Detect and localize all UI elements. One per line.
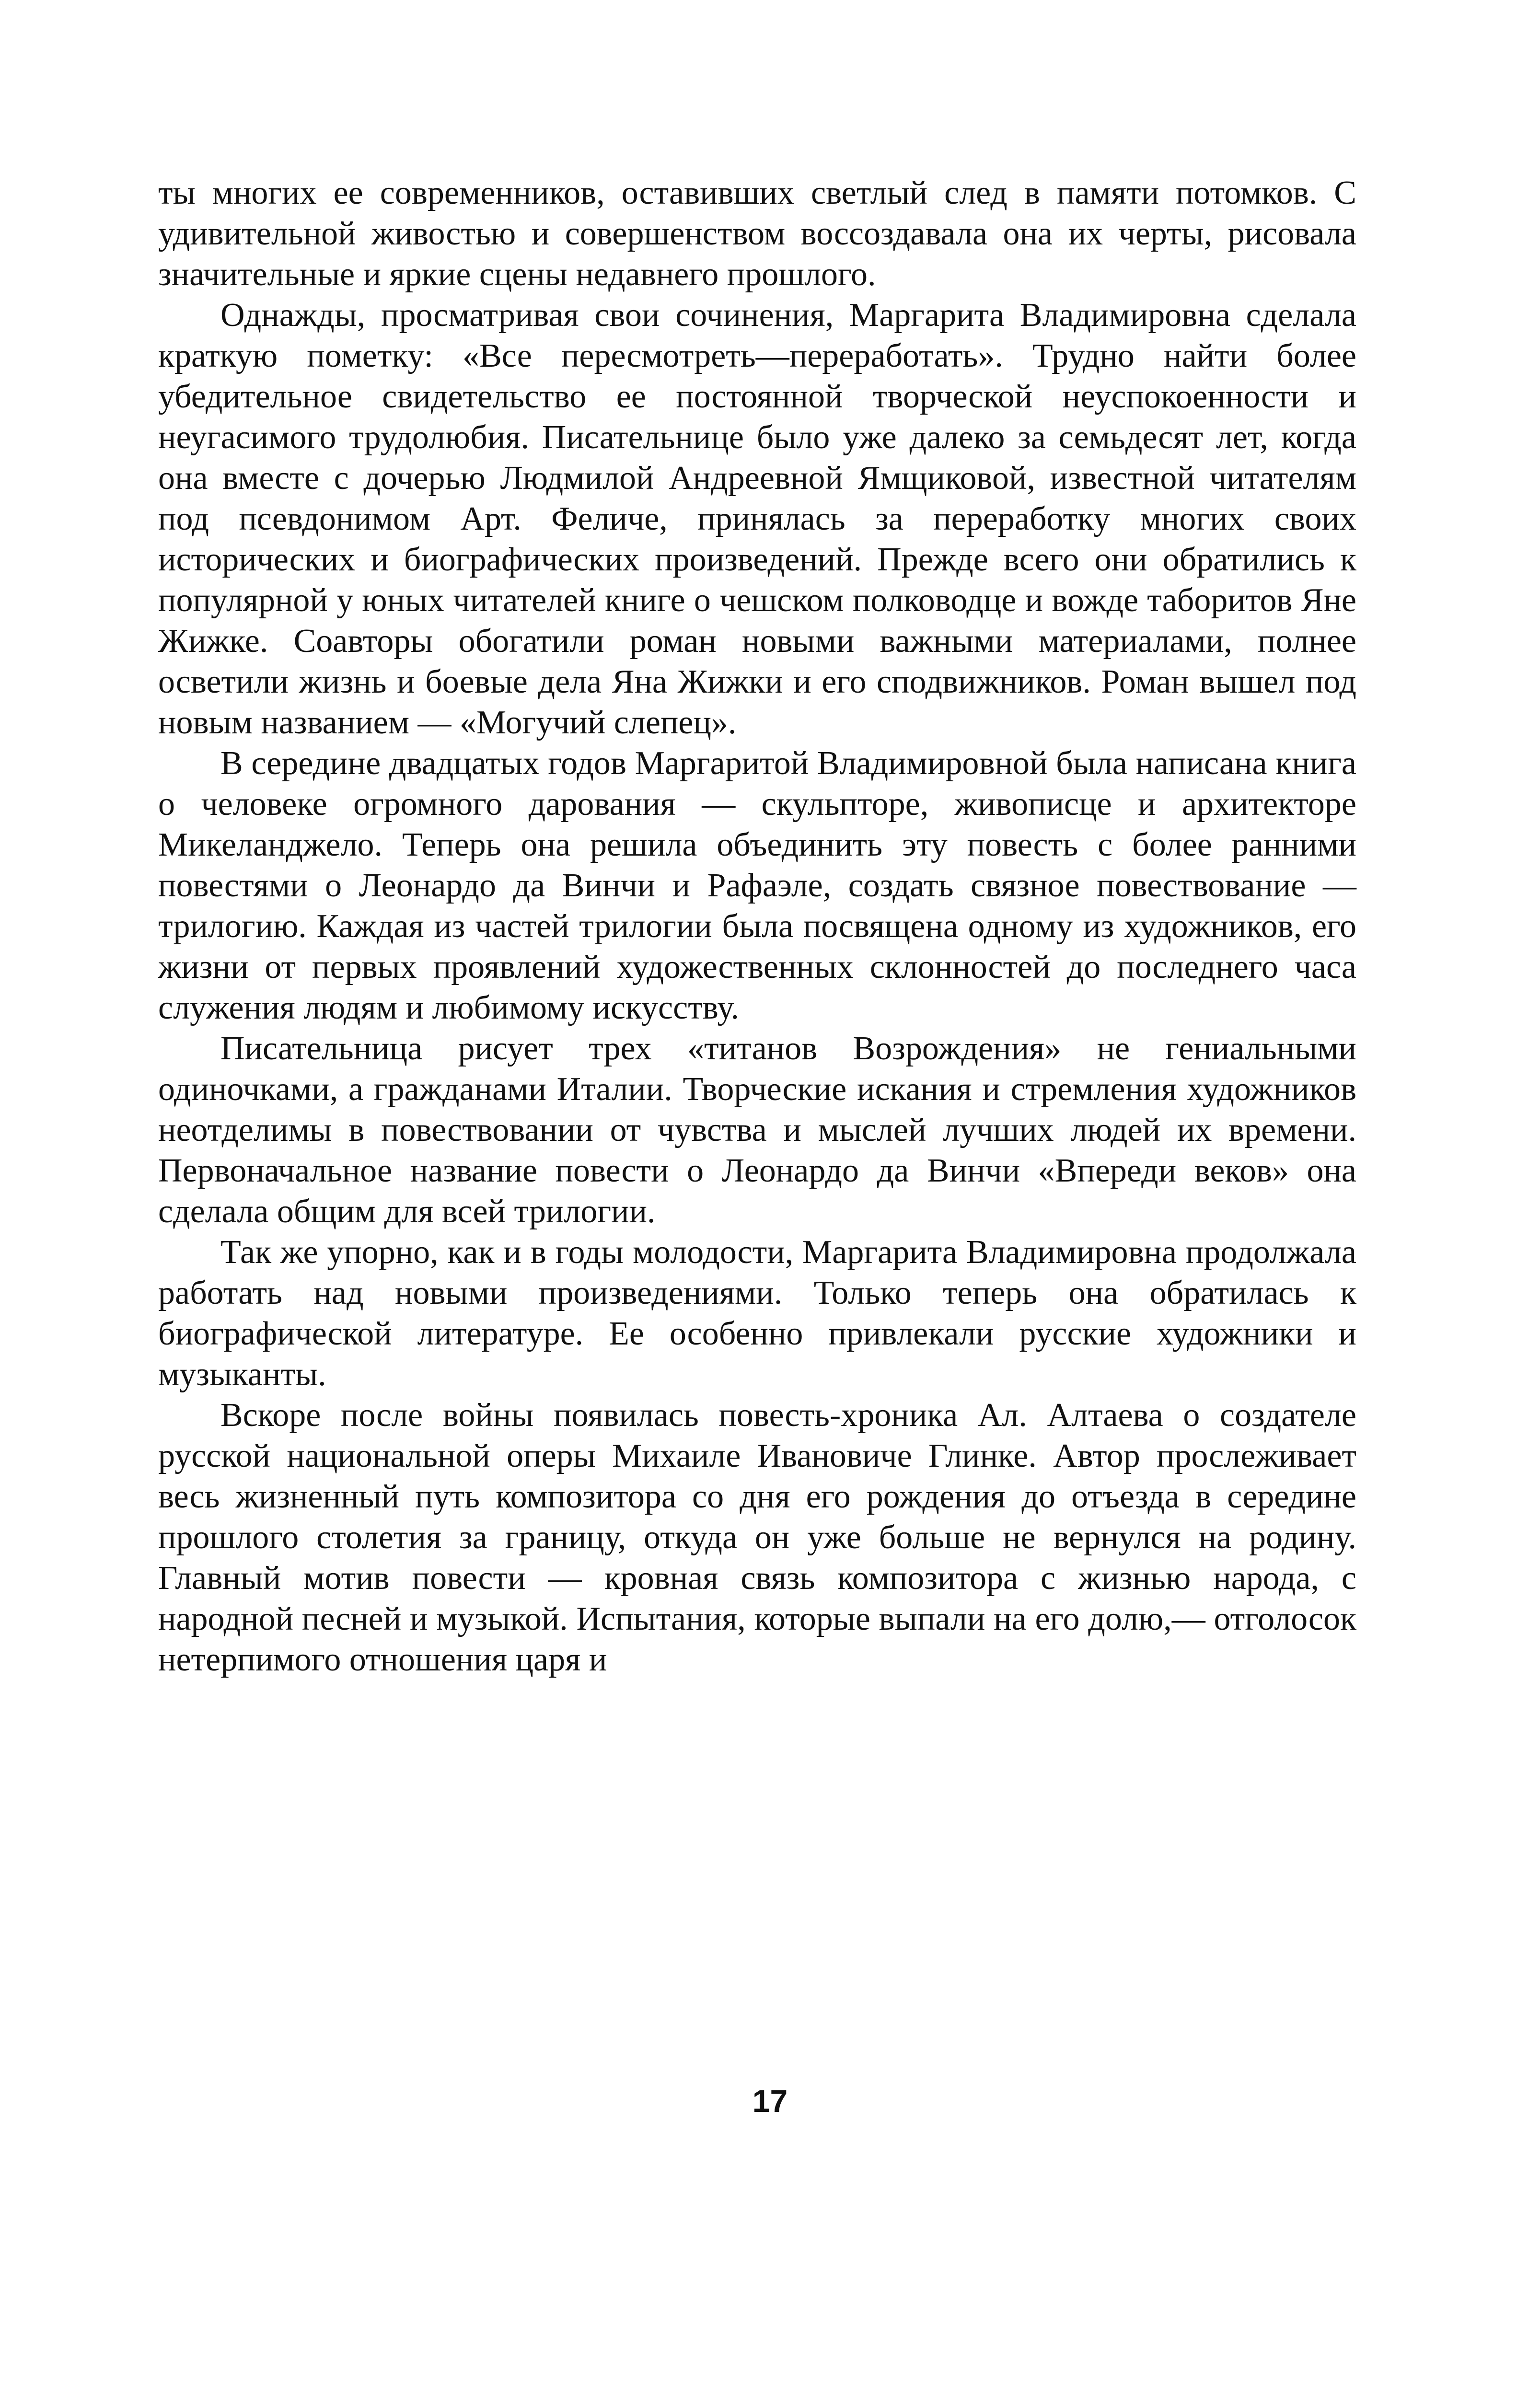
text-block: [158, 173, 1356, 1680]
paragraph-continuation: ты многих ее современников, оставивших светлый след в памяти потомков. С удивительной живостью и совершенством воссоздавала она их черты, рисовала значительные и яркие сцены недавнего прошлого.: [158, 174, 1356, 293]
paragraph: В середине двадцатых годов Маргаритой Владимировной была написана книга о человеке огромного дарования — скульпторе, живописце и архитекторе Микеланджело. Теперь она решила объединить эту повесть с более ранними повестями о Леонардо да Винчи и Рафаэле, создать связное повествование — трилогию. Каждая из частей трилогии была посвящена одному из художников, его жизни от первых проявлений художественных склонностей до последнего часа служения людям и любимому искусству.: [158, 745, 1356, 1026]
paragraph: Вскоре после войны появилась повесть-хроника Ал. Алтаева о создателе русской национальной оперы Михаиле Ивановиче Глинке. Автор прослеживает весь жизненный путь композитора со дня его рождения до отъезда в середине прошлого столетия за границу, откуда он уже больше не вернулся на родину. Главный мотив повести — кровная связь композитора с жизнью народа, с народной песней и музыкой. Испытания, которые выпали на его долю,— отголосок нетерпимого отношения царя и: [158, 1397, 1356, 1678]
page-number: 17: [752, 2083, 788, 2119]
paragraph: Однажды, просматривая свои сочинения, Маргарита Владимировна сделала краткую пометку: «Все пересмотреть—переработать». Трудно найти более убедительное свидетельство ее постоянной творческой неуспокоенности и неугасимого трудолюбия. Писательнице было уже далеко за семьдесят лет, когда она вместе с дочерью Людмилой Андреевной Ямщиковой, известной читателям под псевдонимом Арт. Феличе, принялась за переработку многих своих исторических и биографических произведений. Прежде всего они обратились к популярной у юных читателей книге о чешском полководце и вожде таборитов Яне Жижке. Соавторы обогатили роман новыми важными материалами, полнее осветили жизнь и боевые дела Яна Жижки и его сподвижников. Роман вышел под новым названием — «Могучий слепец».: [158, 297, 1356, 741]
paragraph: Писательница рисует трех «титанов Возрождения» не гениальными одиночками, а гражданами Италии. Творческие искания и стремления художников неотделимы в повествовании от чувства и мыслей лучших людей их времени. Первоначальное название повести о Леонардо да Винчи «Впереди веков» она сделала общим для всей трилогии.: [158, 1030, 1356, 1230]
paragraph: Так же упорно, как и в годы молодости, Маргарита Владимировна продолжала работать над новыми произведениями. Только теперь она обратилась к биографической литературе. Ее особенно привлекали русские художники и музыканты.: [158, 1234, 1356, 1393]
page-body: [158, 173, 1356, 2114]
